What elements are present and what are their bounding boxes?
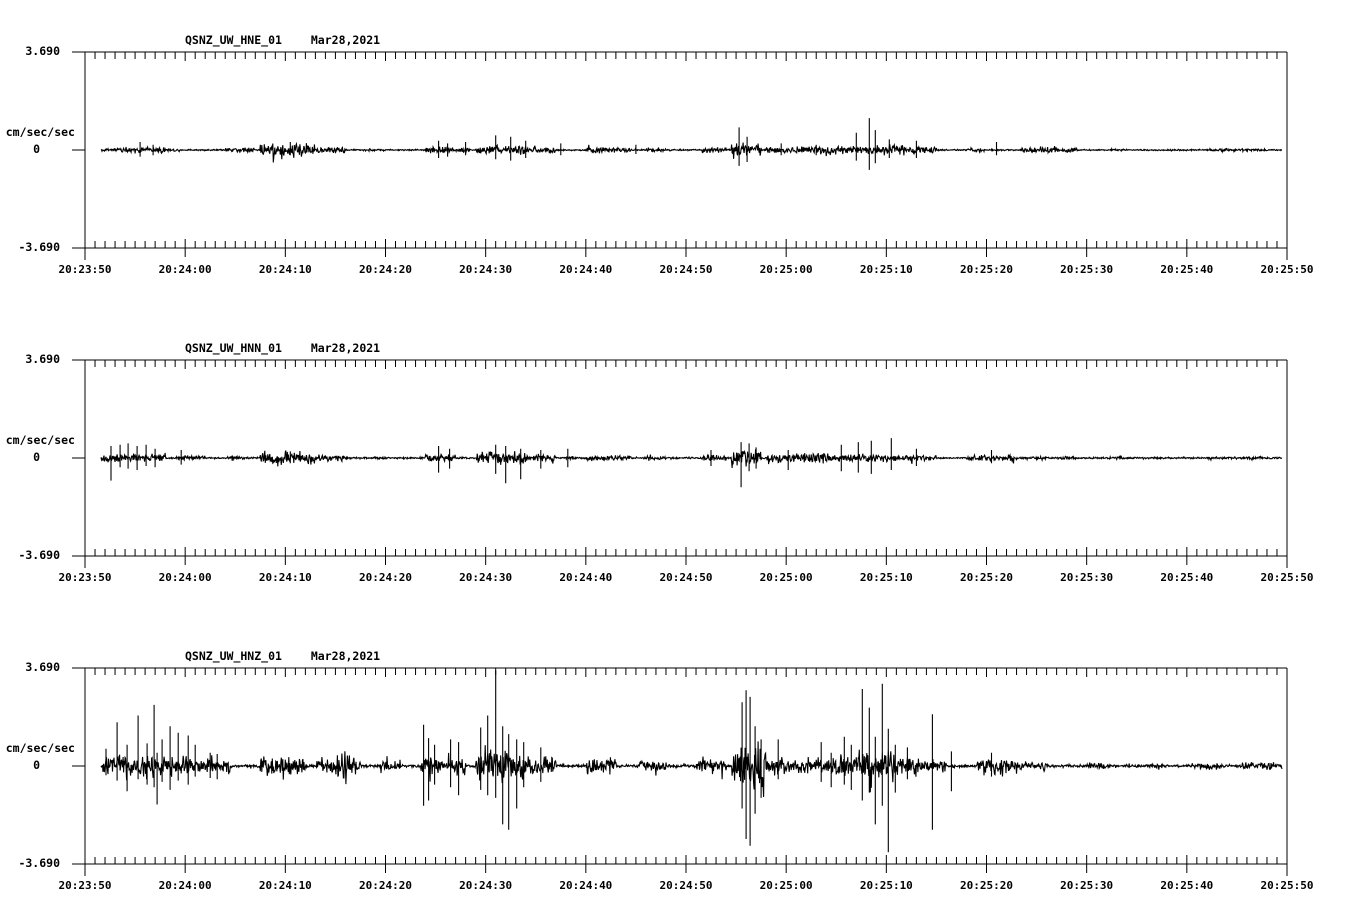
x-tick-label: 20:25:50 [1260,879,1314,892]
x-tick-label: 20:25:10 [859,263,913,276]
trace-header [185,33,380,47]
trace-header [185,649,380,663]
trace-date: Mar28,2021 [310,649,381,663]
x-tick-label: 20:25:50 [1260,263,1314,276]
x-tick-label: 20:25:40 [1160,879,1214,892]
y-tick-max: 3.690 [25,352,60,366]
x-tick-label: 20:25:00 [759,879,813,892]
x-tick-label: 20:24:00 [158,571,212,584]
x-tick-label: 20:25:10 [859,879,913,892]
x-tick-label: 20:24:40 [559,571,613,584]
x-tick-label: 20:24:50 [659,571,713,584]
y-tick-zero: 0 [33,142,40,156]
x-tick-label: 20:23:50 [58,571,112,584]
x-tick-label: 20:25:30 [1060,571,1114,584]
x-tick-label: 20:24:20 [359,263,412,276]
seismic-trace-panel-hnn [0,341,1358,584]
x-tick-label: 20:24:10 [258,263,312,276]
x-tick-label: 20:24:30 [459,263,513,276]
y-tick-max: 3.690 [25,660,60,674]
x-tick-label: 20:25:00 [759,571,813,584]
x-tick-label: 20:24:00 [158,879,212,892]
waveform-plot [0,49,1358,279]
x-tick-label: 20:24:50 [659,263,713,276]
x-tick-label: 20:23:50 [58,879,112,892]
waveform-plot [0,665,1358,895]
x-tick-label: 20:23:50 [58,263,112,276]
trace-date: Mar28,2021 [310,341,381,355]
trace-id: QSNZ_UW_HNE_01 [185,33,282,47]
x-tick-label: 20:25:20 [960,571,1013,584]
x-tick-label: 20:25:30 [1060,879,1114,892]
x-tick-label: 20:25:10 [859,571,913,584]
x-tick-label: 20:24:20 [359,571,412,584]
y-axis-units: cm/sec/sec [5,433,75,447]
x-tick-label: 20:24:10 [258,571,312,584]
x-tick-label: 20:24:30 [459,879,513,892]
x-tick-label: 20:24:50 [659,879,713,892]
trace-header [185,341,380,355]
x-tick-label: 20:25:40 [1160,263,1214,276]
x-tick-label: 20:24:20 [359,879,412,892]
seismic-trace-panel-hnz [0,649,1358,892]
waveform-plot [0,357,1358,587]
x-tick-label: 20:25:50 [1260,571,1314,584]
trace-id: QSNZ_UW_HNN_01 [185,341,282,355]
y-tick-min: -3.690 [18,240,60,254]
x-tick-label: 20:24:00 [158,263,212,276]
x-tick-label: 20:25:40 [1160,571,1214,584]
y-axis-units: cm/sec/sec [5,125,75,139]
x-tick-label: 20:25:20 [960,263,1013,276]
y-tick-zero: 0 [33,758,40,772]
y-tick-min: -3.690 [18,856,60,870]
y-tick-min: -3.690 [18,548,60,562]
x-tick-label: 20:25:00 [759,263,813,276]
x-tick-label: 20:25:20 [960,879,1013,892]
x-tick-label: 20:24:40 [559,879,613,892]
x-tick-label: 20:24:10 [258,879,312,892]
y-tick-max: 3.690 [25,44,60,58]
y-tick-zero: 0 [33,450,40,464]
x-tick-label: 20:24:40 [559,263,613,276]
trace-date: Mar28,2021 [310,33,381,47]
y-axis-units: cm/sec/sec [5,741,75,755]
x-tick-label: 20:24:30 [459,571,513,584]
x-tick-label: 20:25:30 [1060,263,1114,276]
seismic-trace-panel-hne [0,33,1358,276]
trace-id: QSNZ_UW_HNZ_01 [185,649,282,663]
